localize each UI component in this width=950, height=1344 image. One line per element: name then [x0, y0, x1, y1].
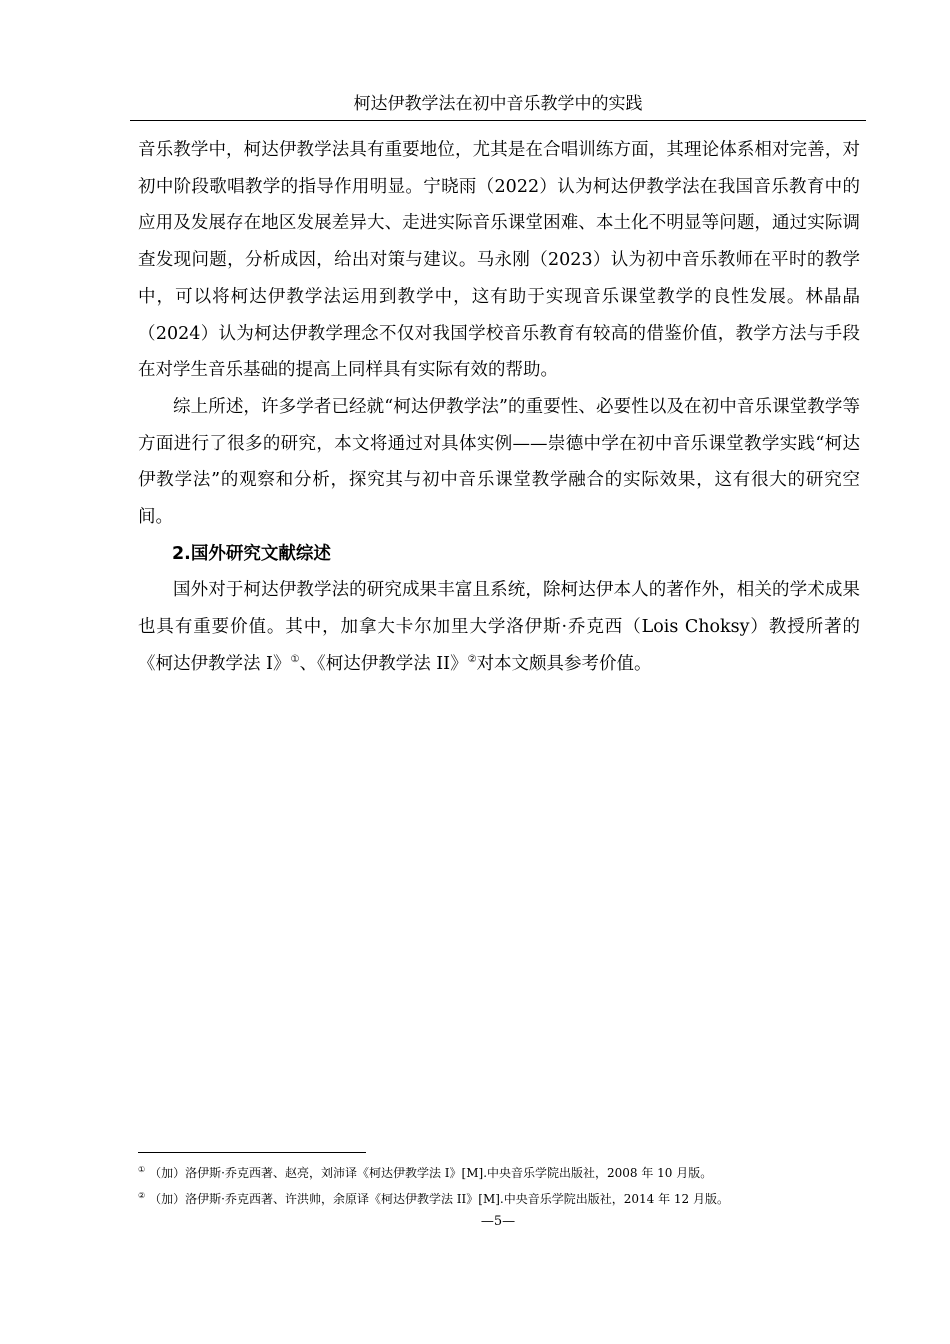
body-text [138, 132, 860, 683]
paragraph-text-part2: 、《柯达伊教学法 II》 [299, 653, 468, 674]
running-header: 柯达伊教学法在初中音乐教学中的实践 [130, 92, 866, 121]
page-number: —5— [480, 1214, 516, 1229]
footnote-2 [138, 1186, 860, 1212]
paragraph-text-part1: 国外对于柯达伊教学法的研究成果丰富且系统，除柯达伊本人的著作外，相关的学术成果也具有重要价值。其中，加拿大卡尔加里大学洛伊斯·乔克西（Lois Choksy）教授所著的《柯达伊教学法 I》 [138, 580, 860, 674]
footnote-1 [138, 1160, 860, 1186]
footnote-marker-1: ① [138, 1165, 146, 1174]
footnote-text-2: （加）洛伊斯·乔克西著、许洪帅，余原译《柯达伊教学法 II》[M].中央音乐学院出版社，2014 年 12 月版。 [149, 1192, 730, 1206]
footnote-ref-2[interactable]: ② [467, 654, 477, 666]
paragraph-foreign-research [138, 572, 860, 682]
paragraph-text-part3: 对本文颇具参考价值。 [476, 653, 652, 674]
paragraph-summary: 综上所述，许多学者已经就“柯达伊教学法”的重要性、必要性以及在初中音乐课堂教学等方面进行了很多的研究，本文将通过对具体实例——崇德中学在初中音乐课堂教学实践“柯达伊教学法”的观察和分析，探究其与初中音乐课堂教学融合的实际效果，这有很大的研究空间。 [138, 396, 860, 528]
footnote-text-1: （加）洛伊斯·乔克西著、赵亮，刘沛译《柯达伊教学法 I》[M].中央音乐学院出版社，2008 年 10 月版。 [149, 1166, 713, 1180]
paragraph-continued: 音乐教学中，柯达伊教学法具有重要地位，尤其是在合唱训练方面，其理论体系相对完善，对初中阶段歌唱教学的指导作用明显。宁晓雨（2022）认为柯达伊教学法在我国音乐教育中的应用及发展存在地区发展差异大、走进实际音乐课堂困难、本土化不明显等问题，通过实际调查发现问题，分析成因，给出对策与建议。马永刚（2023）认为初中音乐教师在平时的教学中，可以将柯达伊教学法运用到教学中，这有助于实现音乐课堂教学的良性发展。林晶晶（2024）认为柯达伊教学理念不仅对我国学校音乐教育有较高的借鉴价值，教学方法与手段在对学生音乐基础的提高上同样具有实际有效的帮助。 [138, 140, 860, 381]
footnote-ref-1[interactable]: ① [290, 654, 300, 666]
footnote-marker-2: ② [138, 1191, 146, 1200]
footnote-divider [138, 1152, 366, 1153]
footnotes [138, 1160, 860, 1212]
section-subheading: 2.国外研究文献综述 [172, 543, 331, 564]
